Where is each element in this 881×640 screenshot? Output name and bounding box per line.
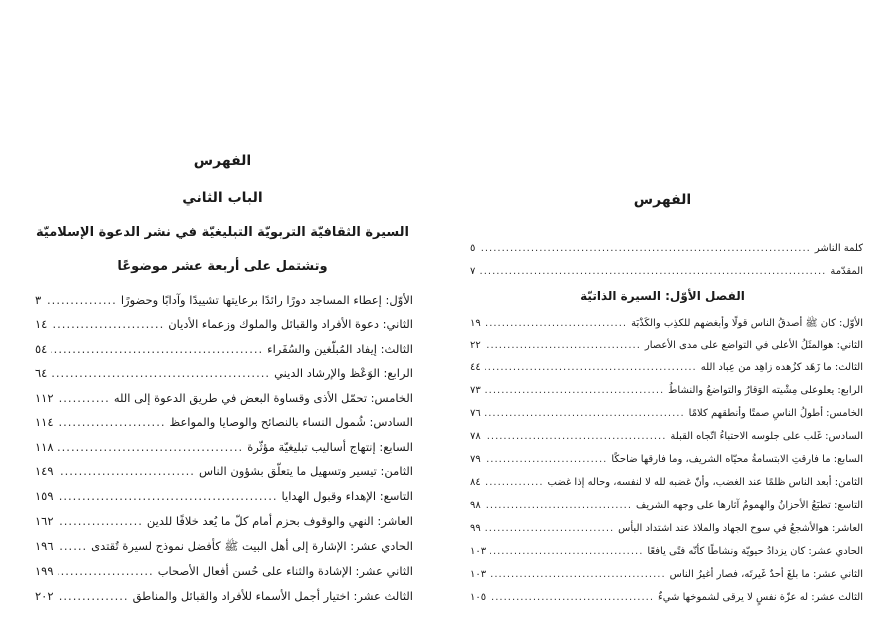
dot-leader [58,536,88,556]
dot-leader [485,474,544,492]
part-note: وتشتمل على أربعة عشر موضوعًا [117,259,328,274]
toc-entry-page: ٦٤ [35,366,48,380]
toc-entry-title: كلمة الناشر [814,243,863,254]
toc-entry-title: الحادي عشر: كان يزدادُ حيويّة ونشاطًا كأنّه فتًى يافعًا [647,546,863,557]
toc-entry[interactable] [470,315,863,333]
toc-entry-title: الخامس: تحمّل الأذى وقساوة البعض في طريق الدعوة إلى الله [113,391,413,405]
toc-entry-page: ٧٩ [470,454,481,465]
toc-entry[interactable] [35,511,413,531]
toc-entry[interactable] [470,382,863,400]
dot-leader [485,337,641,355]
toc-entry-page: ١٦٢ [35,514,54,528]
toc-entry[interactable] [470,405,863,423]
dot-leader [58,412,166,432]
toc-entry-title: التاسع: الإهداء وقبول الهدايا [281,489,413,503]
toc-entry[interactable] [470,566,863,584]
toc-entry-title: الثاني: دعوة الأفراد والقبائل والملوك وزعماء الأديان [168,317,413,331]
toc-entry-page: ٨٤ [470,477,481,488]
part-title: الباب الثاني [182,190,263,206]
dot-leader [58,511,143,531]
toc-entry-title: المقدّمة [830,266,863,277]
toc-entry-page: ١٩٦ [35,539,54,553]
toc-entry-page: ١١٨ [35,440,54,454]
toc-entry-title: الثامن: تيسير وتسهيل ما يتعلّق بشؤون الناس [198,464,413,478]
toc-entry-page: ٩٩ [470,523,481,534]
toc-entry-title: السادس: شُمول النساء بالنصائح والوصايا والمواعظ [169,415,413,429]
dot-leader [485,382,664,400]
toc-entry[interactable] [35,536,413,556]
toc-entry[interactable] [470,451,863,469]
toc-entry[interactable] [470,359,863,377]
toc-entry-title: الثالث عشر: اختيار أجمل الأسماء للأفراد والقبائل والمناطق [132,589,413,603]
toc-entry-title: الخامس: أطولُ الناسِ صمتًا وأنطقهم كلامًا [688,408,863,419]
toc-entry-page: ٤٤ [470,362,481,373]
toc-entry-page: ١٠٣ [470,569,487,580]
toc-entry-page: ١٥٩ [35,489,54,503]
dot-leader [485,315,627,333]
toc-entry-title: الرابع: يعلوعلى مِشْيته الوَقارُ والتواضعُ والنشاطُ [668,385,863,396]
right-page [440,0,881,640]
toc-entry-title: الثاني عشر: ما بلغَ أحدٌ غَيرتَه، فصار أغيرُ الناس [669,569,863,580]
part-subtitle: السيرة الثقافيّة التربويّة التبليغيّة في نشر الدعوة الإسلاميّة [36,225,409,240]
page-heading: الفهرس [193,153,252,169]
toc-entry[interactable] [35,586,413,606]
dot-leader [58,561,154,581]
toc-entry-page: ١١٤ [35,415,54,429]
toc-entry-page: ٧ [470,266,476,277]
toc-entry[interactable] [470,520,863,538]
toc-entry-page: ١٩٩ [35,564,54,578]
toc-entry-title: الثالث: ما زَهَد كزُهده زاهِد من عِباد الله [700,362,863,373]
dot-leader [51,339,263,359]
toc-entry-page: ١٠٥ [470,592,487,603]
toc-entry-title: السابع: إنتهاج أساليب تبليغيّة مؤثّرة [247,440,413,454]
dot-leader [45,290,117,310]
dot-leader [485,428,667,446]
dot-leader [51,363,270,383]
dot-leader [490,589,654,607]
toc-entry-page: ٣ [35,293,42,307]
toc-entry[interactable] [35,486,413,506]
dot-leader [58,437,244,457]
toc-entry[interactable] [470,543,863,561]
toc-entry-page: ٥ [470,243,476,254]
toc-front-matter-entry[interactable] [470,263,863,281]
toc-entry-title: السادس: غَلب على جلوسه الاحتباءُ اتّجاه القبلة [670,431,863,442]
dot-leader [58,486,278,506]
dot-leader [51,314,164,334]
toc-entry-page: ٢٠٢ [35,589,54,603]
toc-entry[interactable] [470,589,863,607]
toc-entry-title: الثاني عشر: الإشادة والثناء على حُسن أفعال الأصحاب [157,564,413,578]
toc-entry-page: ١٩ [470,318,481,329]
toc-entry-title: العاشر: النهي والوقوف بحزم أمام كلّ ما يُعد خلافًا للدين [146,514,413,528]
toc-entry-title: الأوّل: إعطاء المساجد دورًا رائدًا برعايتها تشييدًا وآدابًا وحضورًا [120,293,413,307]
dot-leader [490,543,643,561]
dot-leader [490,566,666,584]
toc-entry[interactable] [470,497,863,515]
toc-entry-title: الأوّل: كان ﷺ أصدقُ الناس قولًا وأبغضهم للكذِب والكَذْبَة [631,318,863,329]
dot-leader [479,263,826,281]
toc-entry-title: التاسع: تطبَعُ الأحزانُ والهمومُ آثارها على وجهه الشريف [636,500,863,511]
toc-front-matter-entry[interactable] [470,240,863,258]
chapter-title: الفصل الأوّل: السيرة الذاتيّة [580,289,745,303]
toc-entry[interactable] [470,428,863,446]
dot-leader [479,240,810,258]
dot-leader [58,586,129,606]
dot-leader [485,405,685,423]
toc-entry-page: ٧٨ [470,431,481,442]
dot-leader [485,497,632,515]
toc-entry-title: العاشر: هوالأشجعُ في سوح الجهاد والملاذ عند اشتداد البأس [618,523,863,534]
toc-entry-page: ٧٦ [470,408,481,419]
toc-entry[interactable] [35,461,413,481]
toc-entry-page: ١٠٣ [470,546,487,557]
toc-entry[interactable] [35,314,413,334]
toc-entry[interactable] [35,290,413,310]
toc-entry-page: ١٤٩ [35,464,54,478]
toc-entry[interactable] [35,339,413,359]
toc-entry-page: ١٤ [35,317,48,331]
toc-entry[interactable] [35,561,413,581]
toc-entry-title: السابع: ما فارقتِ الابتسامةُ محيّاه الشريف، وما فارقها ضاحكًا [611,454,863,465]
toc-entry-title: الثالث عشر: له عزّة نفسٍ لا يرقى لشموخها شيءٌ [658,592,863,603]
toc-entry-title: الحادي عشر: الإشارة إلى أهل البيت ﷺ كأفضل نموذج لسيرة تُقتدى [91,539,413,553]
toc-entry-title: الثامن: أبعد الناس ظلمًا عند الغضب، وأنّ غضبه لله لا لنفسه، وحاله إذا غضب [547,477,863,488]
toc-entry-page: ٩٨ [470,500,481,511]
toc-entry-page: ٧٣ [470,385,481,396]
toc-entry[interactable] [470,337,863,355]
toc-entry[interactable] [35,437,413,457]
toc-entry-page: ٥٤ [35,342,48,356]
dot-leader [485,520,614,538]
toc-entry-title: الثالث: إيفاد المُبلّغين والسُفَراء [267,342,413,356]
dot-leader [58,388,110,408]
toc-entry-page: ١١٢ [35,391,54,405]
toc-entry-page: ٢٢ [470,340,481,351]
toc-entry[interactable] [35,412,413,432]
toc-entry[interactable] [470,474,863,492]
toc-entry[interactable] [35,388,413,408]
toc-entry-title: الرابع: الوَعْظ والإرشاد الديني [274,366,413,380]
page-heading: الفهرس [633,192,692,208]
dot-leader [485,359,697,377]
dot-leader [58,461,195,481]
toc-entry[interactable] [35,363,413,383]
left-page [0,0,440,640]
dot-leader [485,451,608,469]
toc-entry-title: الثاني: هوالمثَلُ الأعلى في التواضع على مدى الأعصار [644,340,863,351]
